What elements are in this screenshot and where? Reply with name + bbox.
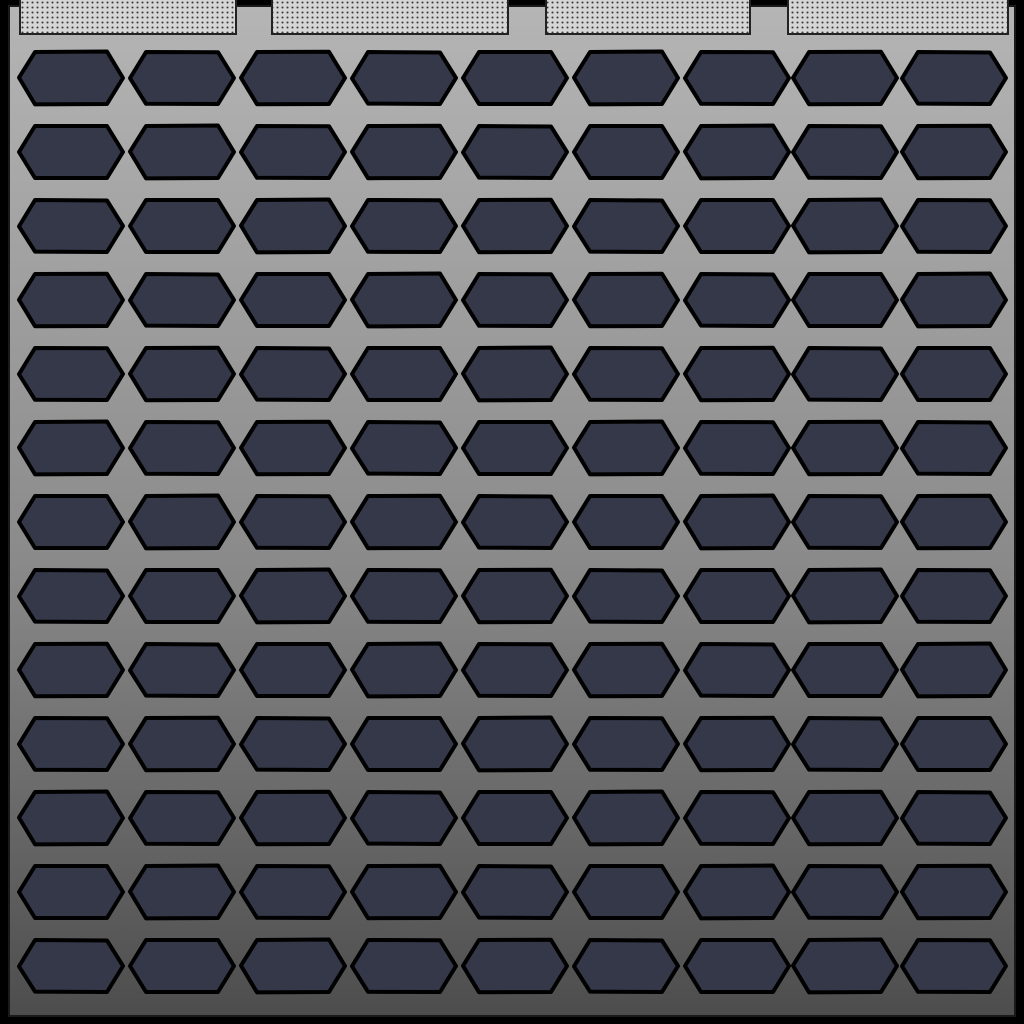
- hexagon-icon: [241, 644, 345, 696]
- hexagon-icon: [19, 718, 123, 770]
- hexagon-icon: [685, 496, 789, 549]
- hexagon-icon: [793, 496, 897, 548]
- hexagon-icon: [685, 422, 789, 474]
- hexagon-icon: [463, 200, 567, 252]
- hexagon-icon: [130, 348, 234, 400]
- hexagon-icon: [793, 200, 897, 253]
- hexagon-icon: [685, 200, 789, 252]
- hexagon-icon: [793, 570, 897, 623]
- hexagon-icon: [352, 422, 456, 474]
- hexagon-icon: [130, 792, 234, 844]
- hexagon-icon: [130, 644, 234, 696]
- hexagon-icon: [463, 718, 567, 771]
- hexagon-icon: [352, 792, 456, 844]
- hexagon-icon: [685, 52, 789, 104]
- hexagon-icon: [130, 570, 234, 622]
- hexagon-icon: [241, 348, 345, 400]
- hexagon-icon: [241, 274, 345, 326]
- hexagon-icon: [352, 644, 456, 697]
- hexagon-icon: [902, 866, 1006, 918]
- hexagon-icon: [574, 126, 678, 178]
- hexagon-icon: [19, 200, 123, 252]
- hexagon-icon: [902, 496, 1006, 548]
- hexagon-icon: [574, 792, 678, 845]
- hexagon-icon: [574, 644, 678, 696]
- hexagon-icon: [241, 200, 345, 253]
- hexagon-icon: [19, 422, 123, 475]
- hexagon-icon: [352, 200, 456, 252]
- hexagon-icon: [463, 274, 567, 326]
- hexagon-icon: [463, 52, 567, 104]
- hexagon-icon: [574, 940, 678, 992]
- hexagon-icon: [902, 126, 1006, 178]
- hexagon-icon: [19, 792, 123, 845]
- hexagon-icon: [902, 940, 1006, 992]
- hexagon-icon: [130, 200, 234, 252]
- hexagon-icon: [463, 422, 567, 474]
- hexagon-icon: [793, 274, 897, 326]
- hexagon-icon: [574, 866, 678, 918]
- hexagon-icon: [352, 126, 456, 178]
- hexagon-icon: [463, 644, 567, 696]
- hexagon-icon: [574, 348, 678, 400]
- hexagon-icon: [793, 126, 897, 178]
- hexagon-icon: [130, 940, 234, 992]
- hexagon-icon: [685, 570, 789, 622]
- dotted-tab-icon: [272, 0, 508, 34]
- hexagon-icon: [241, 496, 345, 548]
- hexagon-icon: [19, 940, 123, 992]
- hexagon-icon: [352, 496, 456, 548]
- hexagon-icon: [19, 126, 123, 178]
- hexagon-icon: [241, 792, 345, 844]
- dotted-tab-icon: [20, 0, 236, 34]
- hexagon-icon: [19, 496, 123, 548]
- hexagon-icon: [902, 52, 1006, 104]
- hexagon-icon: [241, 570, 345, 623]
- hexagon-icon: [463, 792, 567, 844]
- hexagon-icon: [130, 718, 234, 770]
- hexagon-icon: [19, 348, 123, 400]
- hexagon-icon: [574, 200, 678, 252]
- hexagon-icon: [685, 940, 789, 992]
- hexagon-icon: [793, 644, 897, 696]
- hexagon-icon: [19, 570, 123, 622]
- hexagon-icon: [130, 422, 234, 474]
- hexagon-icon: [463, 496, 567, 548]
- hexagon-icon: [352, 940, 456, 992]
- hexagon-icon: [352, 348, 456, 400]
- hexagon-icon: [463, 570, 567, 622]
- hexagon-icon: [241, 422, 345, 474]
- hexagon-icon: [574, 422, 678, 475]
- hexagon-icon: [793, 52, 897, 104]
- hexagon-icon: [352, 570, 456, 622]
- hexagon-icon: [685, 348, 789, 400]
- hexagon-icon: [574, 52, 678, 105]
- hexagon-icon: [241, 940, 345, 993]
- hexagon-icon: [685, 866, 789, 919]
- hexagon-icon: [685, 644, 789, 696]
- hexagon-icon: [685, 718, 789, 770]
- hexagon-icon: [902, 792, 1006, 844]
- hexagon-icon: [19, 644, 123, 696]
- hexagon-icon: [463, 866, 567, 918]
- hexagon-icon: [19, 274, 123, 326]
- hexagon-icon: [352, 274, 456, 327]
- hexagon-icon: [902, 348, 1006, 400]
- hexagon-icon: [574, 718, 678, 770]
- hexagon-icon: [574, 496, 678, 548]
- hexagon-icon: [463, 126, 567, 178]
- hexagon-icon: [19, 866, 123, 918]
- hexagon-icon: [241, 866, 345, 918]
- dotted-tab-icon: [546, 0, 750, 34]
- hexagon-icon: [685, 792, 789, 844]
- hexagon-icon: [130, 52, 234, 104]
- hexagon-icon: [685, 126, 789, 179]
- hexagon-icon: [902, 718, 1006, 770]
- hexagon-icon: [241, 52, 345, 104]
- hexagon-icon: [902, 644, 1006, 697]
- hexagon-icon: [241, 718, 345, 770]
- hexagon-icon: [902, 422, 1006, 474]
- hexagon-icon: [130, 126, 234, 179]
- hexagon-icon: [130, 866, 234, 919]
- hexagon-icon: [241, 126, 345, 178]
- hexagon-icon: [685, 274, 789, 326]
- hexagon-icon: [463, 348, 567, 401]
- hexagon-icon: [352, 866, 456, 918]
- dotted-tab-icon: [788, 0, 1008, 34]
- hexagon-icon: [902, 570, 1006, 622]
- hexagon-icon: [19, 52, 123, 105]
- hexagon-icon: [352, 718, 456, 770]
- hexagon-icon: [130, 274, 234, 326]
- hexagon-icon: [793, 940, 897, 993]
- hexagon-icon: [793, 422, 897, 474]
- hexagon-icon: [902, 200, 1006, 252]
- hexagon-icon: [793, 718, 897, 770]
- hexagon-icon: [463, 940, 567, 992]
- hexagon-icon: [352, 52, 456, 104]
- hexagon-icon: [574, 570, 678, 622]
- hexagon-icon: [130, 496, 234, 549]
- hexagon-icon: [902, 274, 1006, 327]
- hexagon-icon: [574, 274, 678, 326]
- hexagon-icon: [793, 348, 897, 400]
- hexagon-icon: [793, 866, 897, 918]
- hexagon-icon: [793, 792, 897, 844]
